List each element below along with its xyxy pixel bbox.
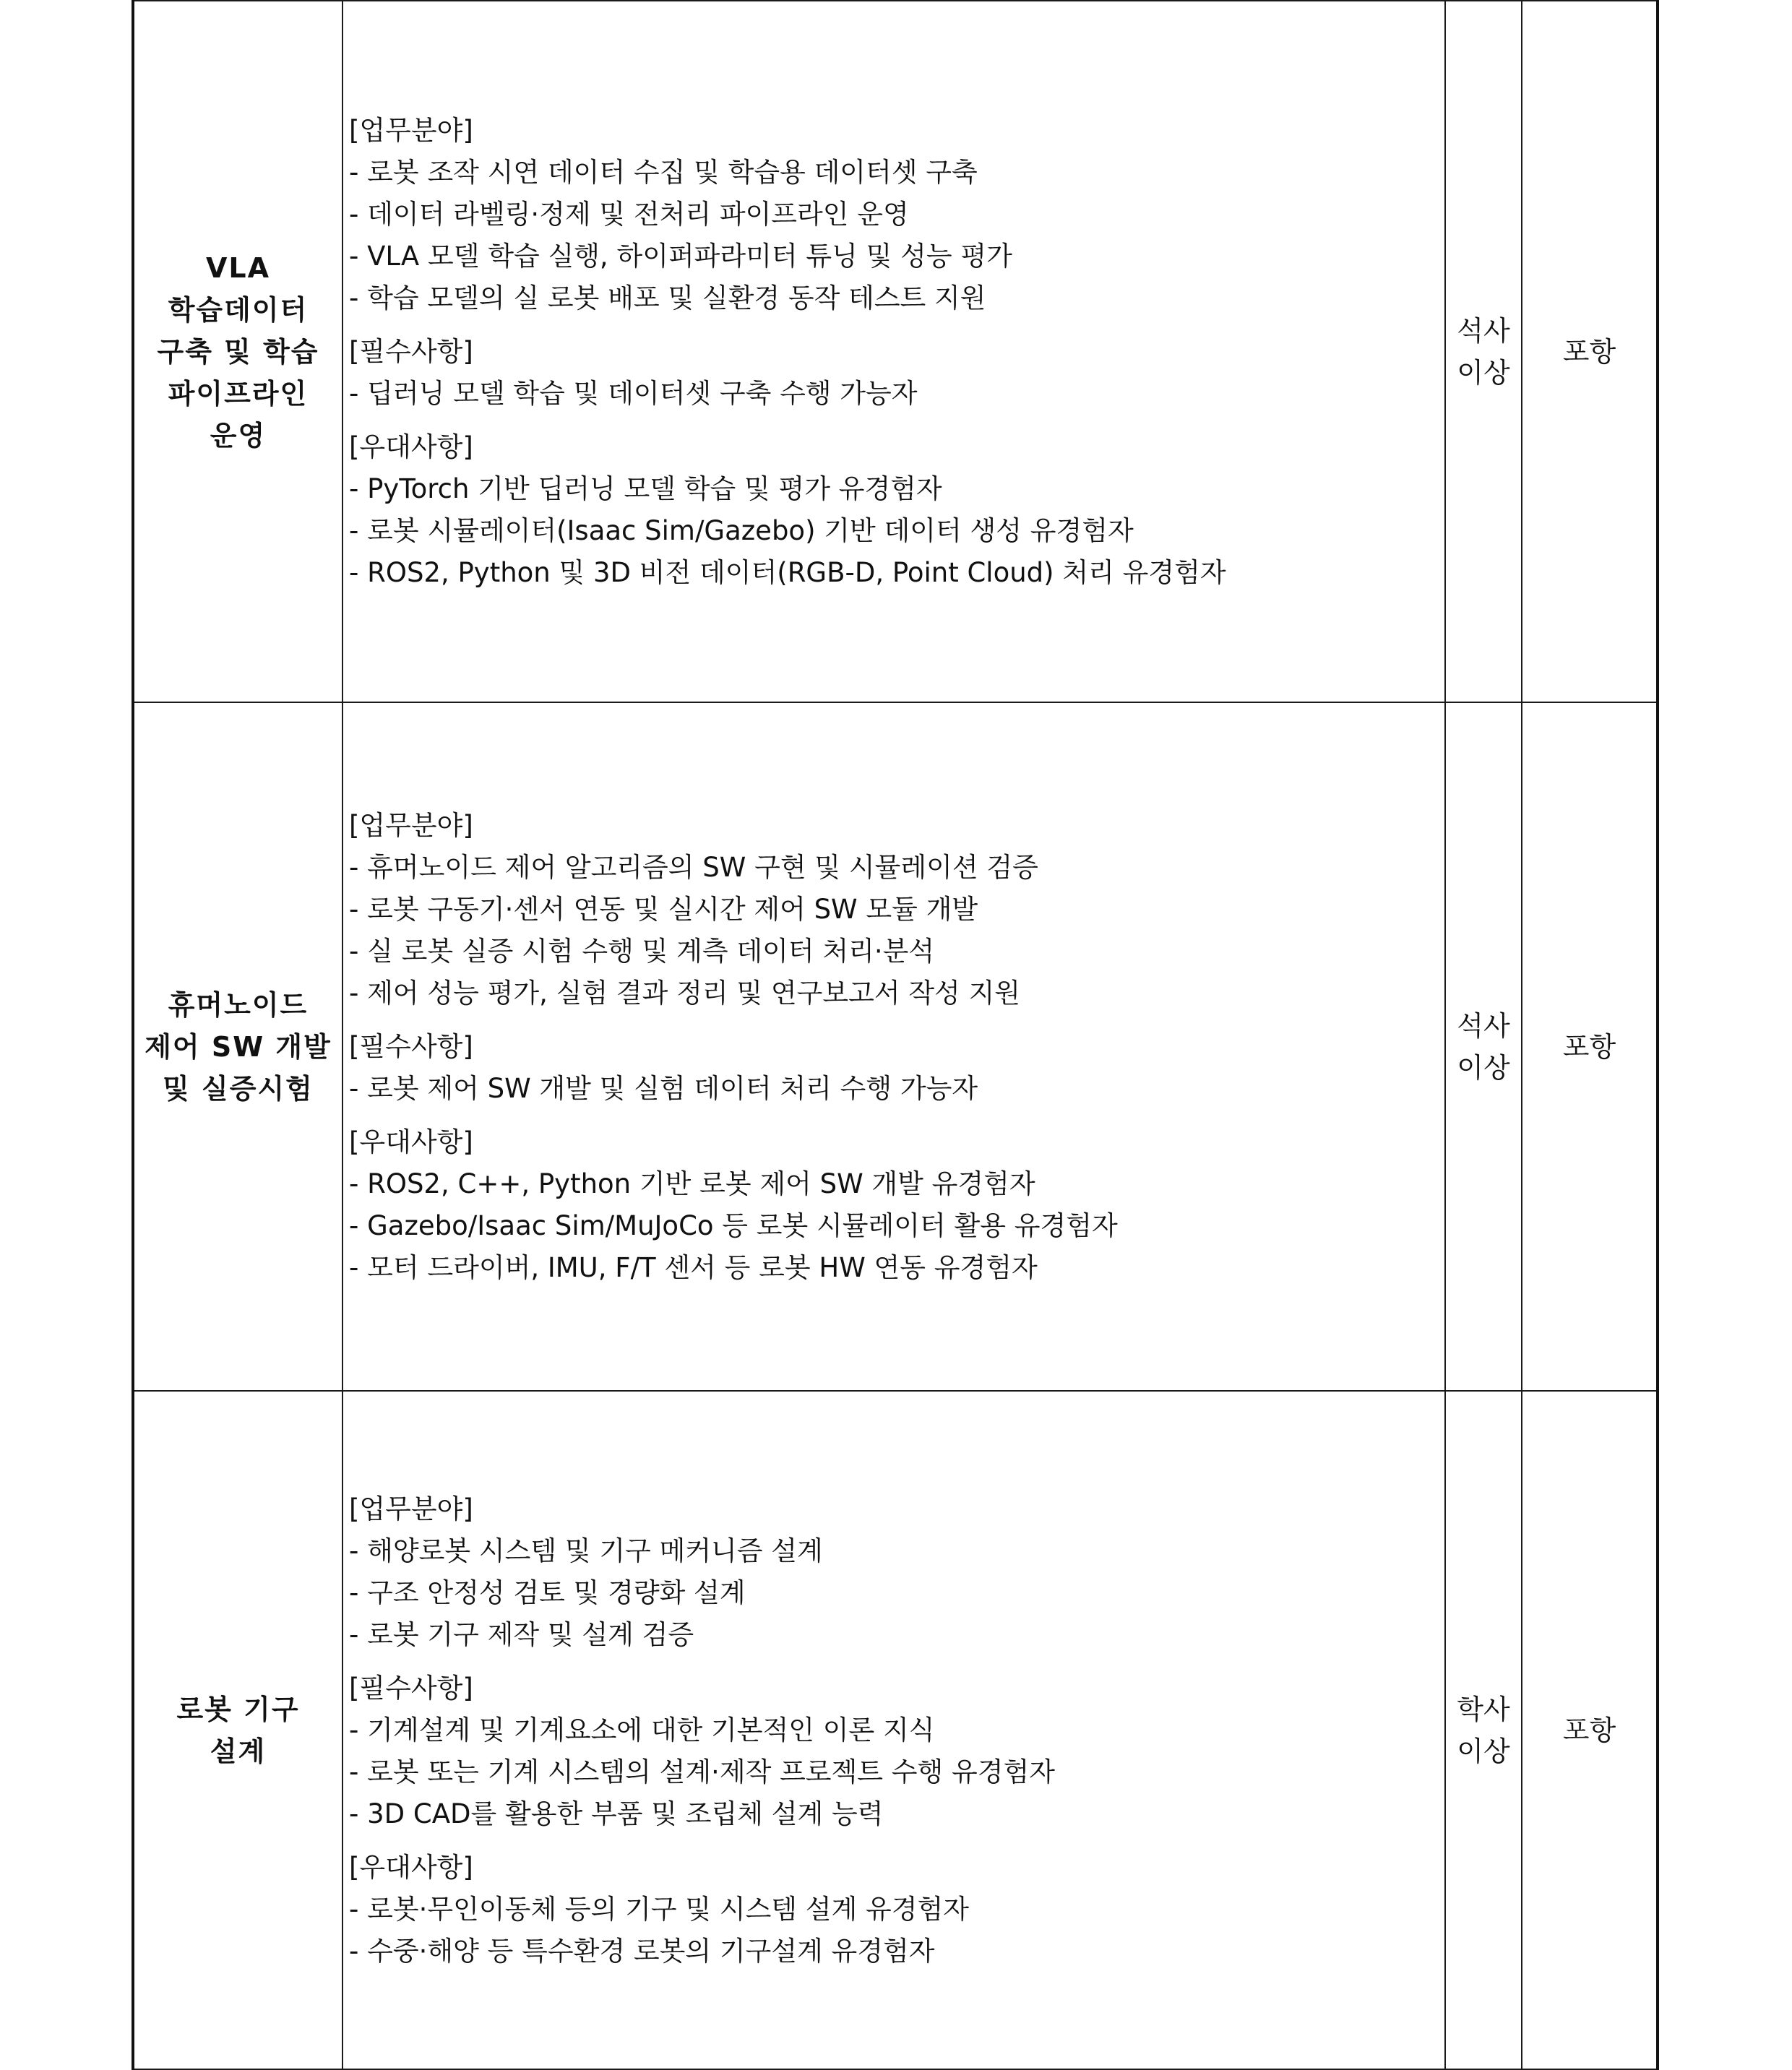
list-item: - 모터 드라이버, IMU, F/T 센서 등 로봇 HW 연동 유경험자 xyxy=(349,1251,1038,1283)
list-item: - 로봇 또는 기계 시스템의 설계·제작 프로젝트 수행 유경험자 xyxy=(349,1756,1056,1787)
duties-section xyxy=(349,805,1444,1014)
position-title-cell xyxy=(133,702,343,1391)
section-heading: [업무분야] xyxy=(349,1493,473,1525)
list-item: - 기계설계 및 기계요소에 대한 기본적인 이론 지식 xyxy=(349,1714,935,1746)
preferences-section xyxy=(349,1121,1444,1289)
list-item: - Gazebo/Isaac Sim/MuJoCo 등 로봇 시뮬레이터 활용 유경험자 xyxy=(349,1209,1118,1241)
job-description-cell xyxy=(343,1391,1445,2069)
list-item: - 로봇 조작 시연 데이터 수집 및 학습용 데이터셋 구축 xyxy=(349,156,978,188)
degree-text: 석사 xyxy=(1457,314,1510,347)
position-title-line: 휴머노이드 xyxy=(168,988,309,1021)
degree-text: 이상 xyxy=(1457,356,1510,389)
degree-text: 석사 xyxy=(1457,1009,1510,1042)
position-title-line: 제어 SW 개발 xyxy=(145,1030,332,1063)
position-title-line: 설계 xyxy=(210,1735,267,1767)
list-item: - 로봇 시뮬레이터(Isaac Sim/Gazebo) 기반 데이터 생성 유경험자 xyxy=(349,514,1134,546)
position-title-line: VLA xyxy=(205,251,271,284)
job-description-cell xyxy=(343,1,1445,702)
location-text: 포항 xyxy=(1562,335,1616,368)
requirements-section xyxy=(349,1668,1444,1835)
list-item: - 휴머노이드 제어 알고리즘의 SW 구현 및 시뮬레이션 검증 xyxy=(349,851,1038,883)
position-title-cell xyxy=(133,1391,343,2069)
requirements-section xyxy=(349,331,1444,415)
list-item: - 학습 모델의 실 로봇 배포 및 실환경 동작 테스트 지원 xyxy=(349,282,986,314)
list-item: - 딥러닝 모델 학습 및 데이터셋 구축 수행 가능자 xyxy=(349,377,918,409)
list-item: - 로봇 제어 SW 개발 및 실험 데이터 처리 수행 가능자 xyxy=(349,1072,978,1104)
duties-section xyxy=(349,1488,1444,1656)
section-heading: [필수사항] xyxy=(349,335,473,367)
location-text: 포항 xyxy=(1562,1030,1616,1063)
list-item: - 3D CAD를 활용한 부품 및 조립체 설계 능력 xyxy=(349,1798,884,1829)
location-cell xyxy=(1522,702,1658,1391)
list-item: - 수중·해양 등 특수환경 로봇의 기구설계 유경험자 xyxy=(349,1935,935,1967)
section-heading: [우대사항] xyxy=(349,1126,473,1157)
table-row xyxy=(133,1,1658,702)
list-item: - PyTorch 기반 딥러닝 모델 학습 및 평가 유경험자 xyxy=(349,473,942,504)
degree-cell xyxy=(1445,1,1522,702)
list-item: - VLA 모델 학습 실행, 하이퍼파라미터 튜닝 및 성능 평가 xyxy=(349,240,1012,272)
list-item: - 데이터 라벨링·정제 및 전처리 파이프라인 운영 xyxy=(349,198,909,230)
location-cell xyxy=(1522,1,1658,702)
list-item: - 로봇·무인이동체 등의 기구 및 시스템 설계 유경험자 xyxy=(349,1893,970,1925)
duties-section xyxy=(349,110,1444,319)
section-heading: [업무분야] xyxy=(349,809,473,841)
section-heading: [필수사항] xyxy=(349,1672,473,1704)
list-item: - 실 로봇 실증 시험 수행 및 계측 데이터 처리·분석 xyxy=(349,935,935,967)
list-item: - 로봇 구동기·센서 연동 및 실시간 제어 SW 모듈 개발 xyxy=(349,893,978,925)
requirements-section xyxy=(349,1026,1444,1110)
list-item: - ROS2, C++, Python 기반 로봇 제어 SW 개발 유경험자 xyxy=(349,1168,1035,1199)
job-description-cell xyxy=(343,702,1445,1391)
section-heading: [필수사항] xyxy=(349,1030,473,1062)
list-item: - 제어 성능 평가, 실험 결과 정리 및 연구보고서 작성 지원 xyxy=(349,977,1021,1009)
degree-text: 학사 xyxy=(1457,1693,1510,1725)
position-title-line: 및 실증시험 xyxy=(163,1072,314,1105)
list-item: - 해양로봇 시스템 및 기구 메커니즘 설계 xyxy=(349,1535,823,1566)
preferences-section xyxy=(349,1847,1444,1972)
section-heading: [업무분야] xyxy=(349,114,473,146)
position-title-line: 학습데이터 xyxy=(168,293,309,326)
position-title-cell xyxy=(133,1,343,702)
position-title-line: 파이프라인 xyxy=(168,377,309,410)
preferences-section xyxy=(349,426,1444,594)
degree-text: 이상 xyxy=(1457,1735,1510,1767)
location-text: 포항 xyxy=(1562,1714,1616,1746)
table-row xyxy=(133,702,1658,1391)
position-title-line: 운영 xyxy=(210,419,267,452)
position-title-line: 로봇 기구 xyxy=(176,1693,300,1725)
degree-text: 이상 xyxy=(1457,1051,1510,1084)
list-item: - ROS2, Python 및 3D 비전 데이터(RGB-D, Point Cloud) 처리 유경험자 xyxy=(349,556,1226,588)
degree-cell xyxy=(1445,702,1522,1391)
section-heading: [우대사항] xyxy=(349,431,473,462)
section-heading: [우대사항] xyxy=(349,1851,473,1883)
degree-cell xyxy=(1445,1391,1522,2069)
list-item: - 구조 안정성 검토 및 경량화 설계 xyxy=(349,1577,746,1608)
location-cell xyxy=(1522,1391,1658,2069)
table-row xyxy=(133,1391,1658,2069)
position-title-line: 구축 및 학습 xyxy=(157,335,319,368)
list-item: - 로봇 기구 제작 및 설계 검증 xyxy=(349,1618,694,1650)
job-posting-table xyxy=(132,0,1659,2070)
